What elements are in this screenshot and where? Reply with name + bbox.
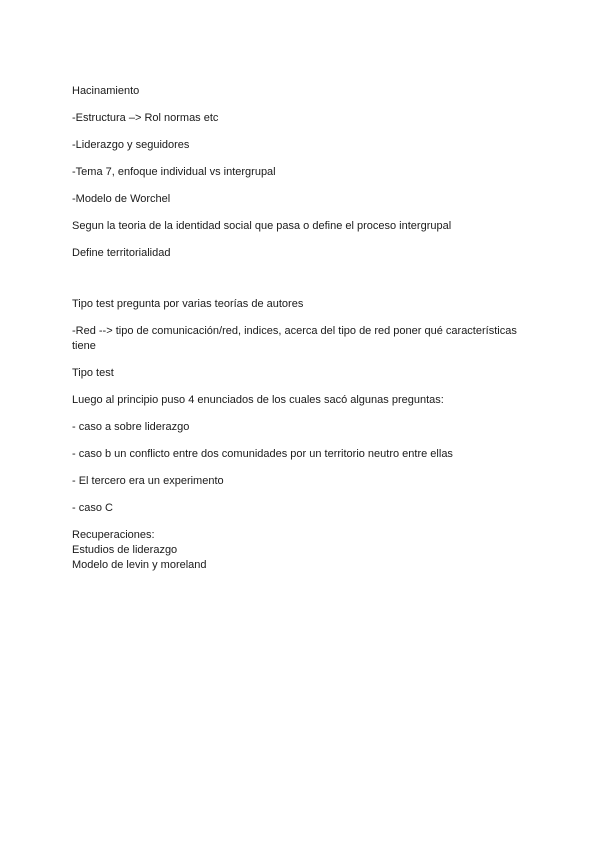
note-line: -Tema 7, enfoque individual vs intergrupal — [72, 166, 276, 178]
note-line: -Estructura –> Rol normas etc — [72, 112, 219, 124]
note-line: - El tercero era un experimento — [72, 475, 224, 487]
note-line: -Red --> tipo de comunicación/red, indices, acerca del tipo de red poner qué características tiene — [72, 325, 517, 352]
note-line: Tipo test pregunta por varias teorías de autores — [72, 298, 304, 310]
note-line: Modelo de levin y moreland — [72, 559, 207, 571]
note-line: Tipo test — [72, 367, 114, 379]
note-line: Estudios de liderazgo — [72, 544, 178, 556]
note-line: - caso C — [72, 502, 113, 514]
document-body — [72, 84, 542, 573]
note-line: Recuperaciones: — [72, 529, 155, 541]
note-line: Segun la teoria de la identidad social que pasa o define el proceso intergrupal — [72, 220, 452, 232]
note-line: -Liderazgo y seguidores — [72, 139, 190, 151]
note-line: Define territorialidad — [72, 247, 171, 259]
note-line: - caso a sobre liderazgo — [72, 421, 190, 433]
note-line: Hacinamiento — [72, 85, 140, 97]
blank-line — [72, 273, 542, 297]
note-line: - caso b un conflicto entre dos comunidades por un territorio neutro entre ellas — [72, 448, 453, 460]
note-line: -Modelo de Worchel — [72, 193, 171, 205]
note-line: Luego al principio puso 4 enunciados de los cuales sacó algunas preguntas: — [72, 394, 444, 406]
